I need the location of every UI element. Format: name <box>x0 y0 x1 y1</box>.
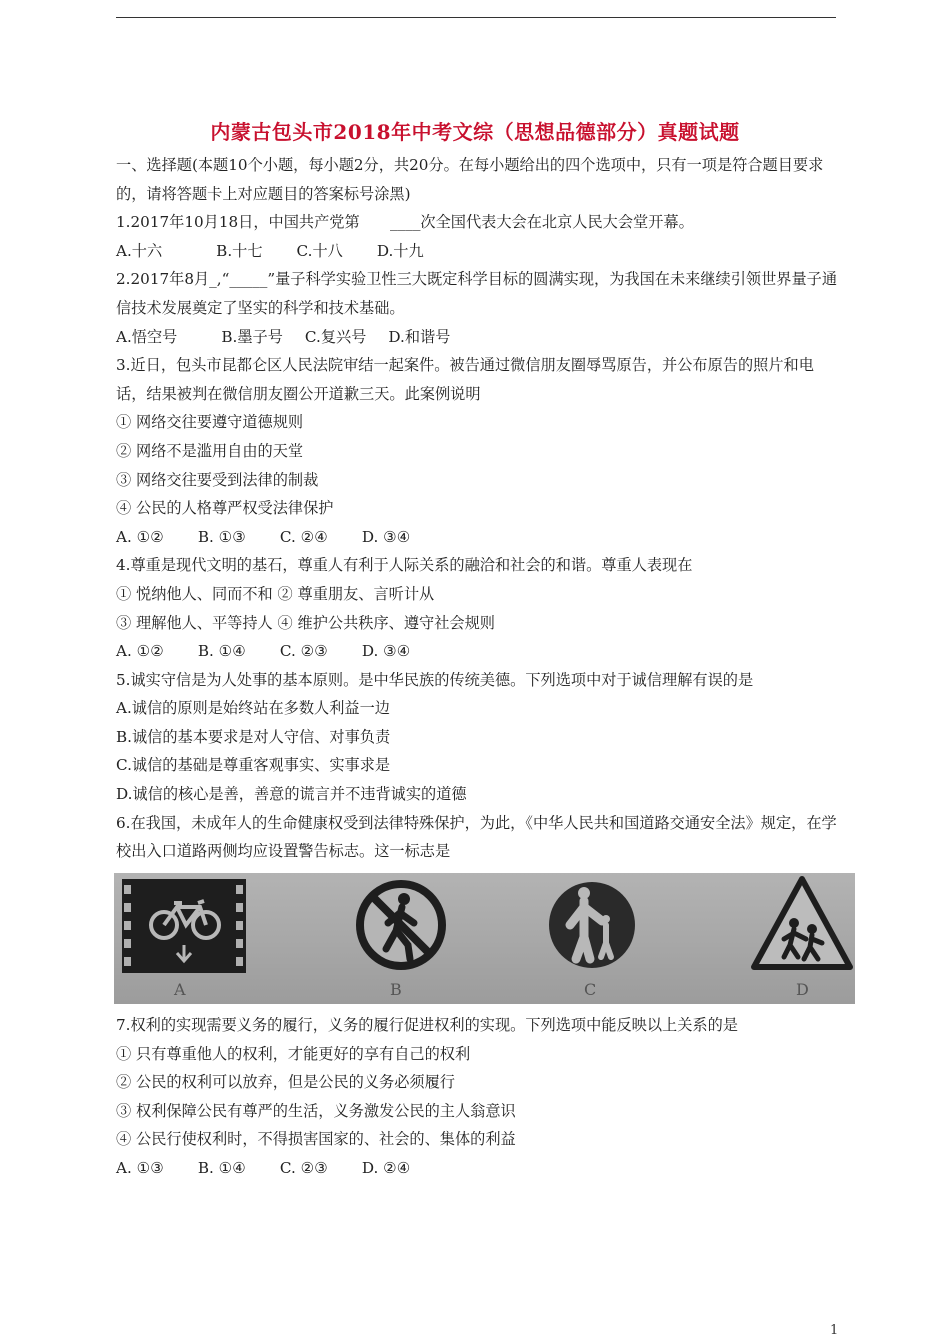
q1-stem: 1.2017年10月18日，中国共产党第 ____次全国代表大会在北京人民大会堂开幕。 <box>116 213 694 232</box>
q3-statement-4: ④ 公民的人格尊严权受法律保护 <box>116 499 334 518</box>
q7-statement-1: ① 只有尊重他人的权利，才能更好的享有自己的权利 <box>116 1044 471 1063</box>
q2-option-c: C.复兴号 <box>304 327 367 346</box>
q5-option-b: B.诚信的基本要求是对人守信、对事负责 <box>116 727 391 746</box>
q2-option-b: B.墨子号 <box>221 327 283 346</box>
q3-option-c: C. ②④ <box>279 527 328 546</box>
q1-options <box>116 237 838 266</box>
sign-a-bicycle-icon <box>122 879 246 973</box>
q6-stem: 6.在我国，未成年人的生命健康权受到法律特殊保护，为此，《中华人民共和国道路交通安全法》规定，在学校出入口道路两侧均应设置警告标志。这一标志是 <box>116 813 837 861</box>
q4-stem: 4.尊重是现代文明的基石，尊重人有利于人际关系的融洽和社会的和谐。尊重人表现在 <box>116 556 693 575</box>
q3-options <box>116 523 838 552</box>
sign-label-d: D <box>796 980 809 999</box>
sign-label-a: A <box>174 980 186 999</box>
question-body <box>116 151 838 866</box>
q5-option-c: C.诚信的基础是尊重客观事实、实事求是 <box>116 756 391 775</box>
q7-option-a: A. ①③ <box>116 1158 164 1177</box>
q1-option-b: B.十七 <box>216 241 263 260</box>
q5-option-a: A.诚信的原则是始终站在多数人利益一边 <box>116 699 390 718</box>
q5-stem: 5.诚实守信是为人处事的基本原则。是中华民族的传统美德。下列选项中对于诚信理解有误的是 <box>116 670 754 689</box>
q1-option-c: C.十八 <box>296 241 343 260</box>
section-instructions: 一、选择题(本题10个小题，每小题2分，共20分。在每小题给出的四个选项中，只有一项是符合题目要求的，请将答题卡上对应题目的答案标号涂黑) <box>116 156 824 203</box>
sign-label-b: B <box>390 980 402 999</box>
question-7 <box>116 1011 838 1183</box>
q4-option-c: C. ②③ <box>279 642 328 661</box>
sign-d-children-warning-icon <box>754 879 850 967</box>
q3-option-b: B. ①③ <box>197 527 246 546</box>
q7-options <box>116 1154 838 1183</box>
page-title: 内蒙古包头市2018年中考文综（思想品德部分）真题试题 <box>210 120 740 144</box>
q7-statement-4: ④ 公民行使权利时，不得损害国家的、社会的、集体的利益 <box>116 1130 516 1149</box>
q3-statement-1: ① 网络交往要遵守道德规则 <box>116 413 304 432</box>
page-number: 1 <box>830 1323 839 1338</box>
q2-stem: 2.2017年8月_,“_____”量子科学实验卫性三大既定科学目标的圆满实现，为我国在未来继续引领世界量子通信技术发展奠定了坚实的科学和技术基础。 <box>116 270 838 317</box>
q2-option-d: D.和谐号 <box>388 327 451 346</box>
sign-label-c: C <box>584 980 597 999</box>
q3-statement-2: ② 网络不是滥用自由的天堂 <box>116 441 304 460</box>
q3-option-a: A. ①② <box>116 527 164 546</box>
q7-option-b: B. ①④ <box>197 1158 246 1177</box>
q2-options <box>116 323 838 352</box>
q7-option-c: C. ②③ <box>279 1158 328 1177</box>
header-rule <box>116 17 836 18</box>
sign-b-no-pedestrians-icon <box>360 884 442 966</box>
sign-c-pedestrian-icon <box>549 882 635 968</box>
q1-option-a: A.十六 <box>116 241 163 260</box>
q7-option-d: D. ②④ <box>361 1158 411 1177</box>
traffic-signs-figure <box>114 873 855 1004</box>
q1-option-d: D.十九 <box>376 241 424 260</box>
q4-statement-1: ① 悦纳他人、同而不和 ② 尊重朋友、言听计从 <box>116 584 435 603</box>
q5-option-d: D.诚信的核心是善，善意的谎言并不违背诚实的道德 <box>116 785 467 804</box>
q7-statement-3: ③ 权利保障公民有尊严的生活，义务激发公民的主人翁意识 <box>116 1101 516 1120</box>
q3-stem: 3.近日，包头市昆都仑区人民法院审结一起案件。被告通过微信朋友圈辱骂原告，并公布原告的照片和电话，结果被判在微信朋友圈公开道歉三天。此案例说明 <box>116 356 814 403</box>
traffic-signs-drawing <box>114 873 855 1004</box>
q3-statement-3: ③ 网络交往要受到法律的制裁 <box>116 470 319 489</box>
q2-option-a: A.悟空号 <box>116 327 178 346</box>
q4-options <box>116 637 838 666</box>
q4-option-d: D. ③④ <box>361 642 411 661</box>
q4-option-a: A. ①② <box>116 642 164 661</box>
q7-stem: 7.权利的实现需要义务的履行，义务的履行促进权利的实现。下列选项中能反映以上关系的是 <box>116 1016 738 1034</box>
q3-option-d: D. ③④ <box>361 527 411 546</box>
q4-option-b: B. ①④ <box>197 642 246 661</box>
q4-statement-2: ③ 理解他人、平等持人 ④ 维护公共秩序、遵守社会规则 <box>116 613 495 632</box>
q7-statement-2: ② 公民的权利可以放弃，但是公民的义务必须履行 <box>116 1073 455 1092</box>
